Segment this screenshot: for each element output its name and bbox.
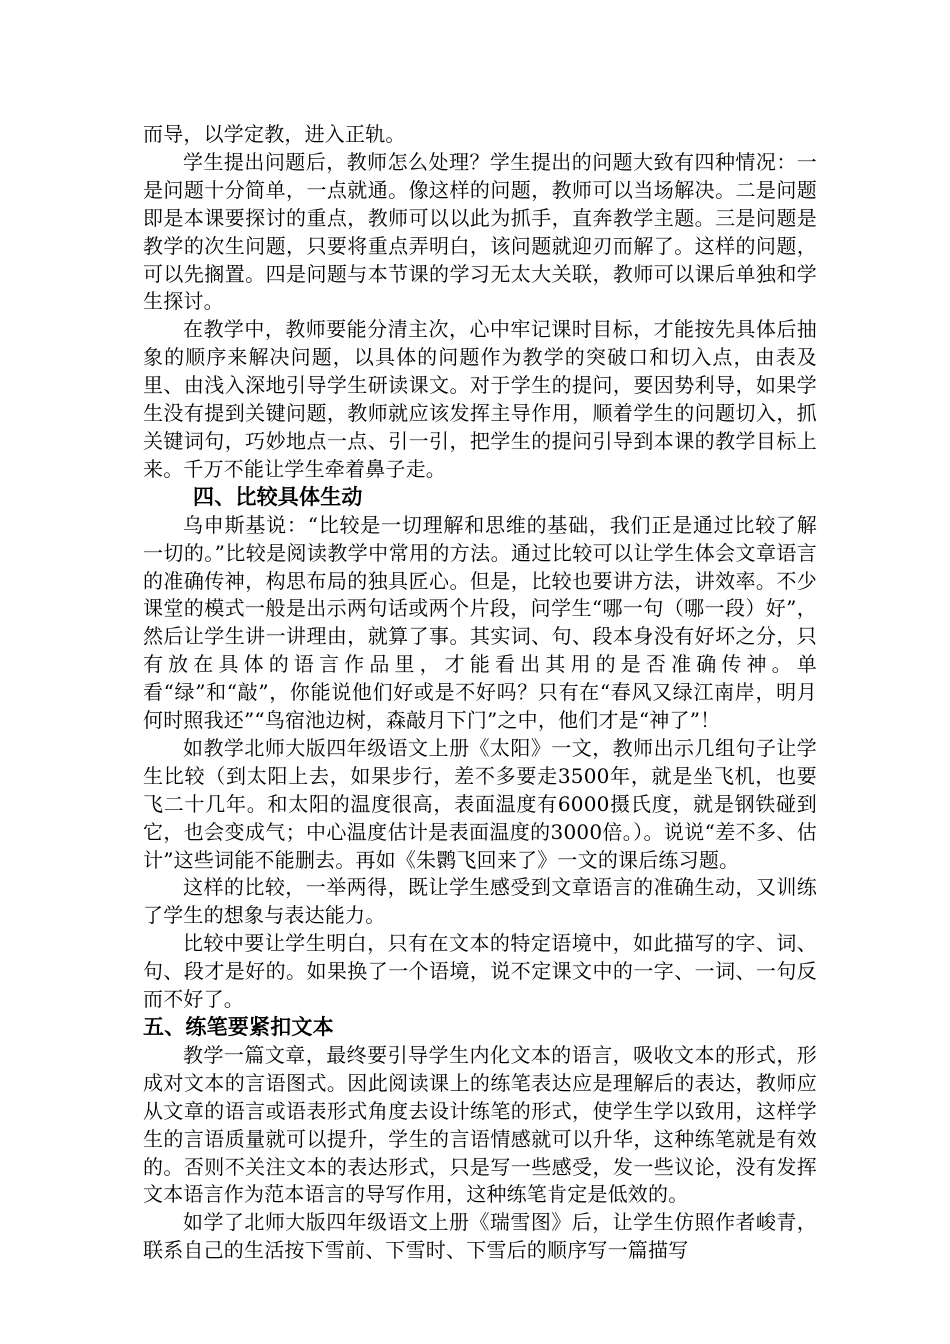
paragraph-sun-example: 如教学北师大版四年级语文上册《太阳》一文，教师出示几组句子让学生比较（到太阳上去，如果步行，差不多要走3500年，就是坐飞机，也要飞二十几年。和太阳的温度很高，表面温度有6000摄氏度，就是钢铁碰到它，也会变成气；中心温度估计是表面温度的3000倍。）。说说“差不多、估计”这些词能不能删去。再如《朱鹮飞回来了》一文的课后练习题。 xyxy=(143,735,817,872)
document-page xyxy=(143,121,817,1265)
paragraph-handling-questions: 学生提出问题后，教师怎么处理？学生提出的问题大致有四种情况：一是问题十分简单，一点就通。像这样的问题，教师可以当场解决。二是问题即是本课要探讨的重点，教师可以以此为抓手，直奔教学主题。三是问题是教学的次生问题，只要将重点弄明白，该问题就迎刃而解了。这样的问题，可以先搁置。四是问题与本节课的学习无太大关联，教师可以课后单独和学生探讨。 xyxy=(143,149,817,314)
paragraph-snow-example: 如学了北师大版四年级语文上册《瑞雪图》后，让学生仿照作者峻青，联系自己的生活按下雪前、下雪时、下雪后的顺序写一篇描写 xyxy=(143,1210,817,1263)
paragraph-context: 比较中要让学生明白，只有在文本的特定语境中，如此描写的字、词、句、段才是好的。如果换了一个语境，说不定课文中的一字、一词、一句反而不好了。 xyxy=(143,931,817,1012)
paragraph-priorities: 在教学中，教师要能分清主次，心中牢记课时目标，才能按先具体后抽象的顺序来解决问题，以具体的问题作为教学的突破口和切入点，由表及里、由浅入深地引导学生研读课文。对于学生的提问，要因势利导，如果学生没有提到关键问题，教师就应该发挥主导作用，顺着学生的问题切入，抓关键词句，巧妙地点一点、引一引，把学生的提问引导到本课的教学目标上来。千万不能让学生牵着鼻子走。 xyxy=(143,317,817,481)
paragraph-two-benefits: 这样的比较，一举两得，既让学生感受到文章语言的准确生动，又训练了学生的想象与表达能力。 xyxy=(143,875,817,928)
paragraph-continuation: 而导，以学定教，进入正轨。 xyxy=(143,122,406,146)
paragraph-comparison-quote: 乌申斯基说：“比较是一切理解和思维的基础，我们正是通过比较了解一切的。”比较是阅读教学中常用的方法。通过比较可以让学生体会文章语言的准确传神，构思布局的独具匠心。但是，比较也要讲方法，讲效率。不少课堂的模式一般是出示两句话或两个片段，问学生“哪一句（哪一段）好”，然后让学生讲一讲理由，就算了事。其实词、句、段本身没有好坏之分，只有放在具体的语言作品里，才能看出其用的是否准确传神。单看“绿”和“敲”，你能说他们好或是不好吗？只有在“春风又绿江南岸，明月何时照我还”“鸟宿池边树，森敲月下门”之中，他们才是“神了”！ xyxy=(143,512,817,733)
section-heading-5: 五、练笔要紧扣文本 xyxy=(143,1015,334,1039)
section-heading-4: 四、比较具体生动 xyxy=(193,484,363,509)
paragraph-writing-practice: 教学一篇文章，最终要引导学生内化文本的语言，吸收文本的形式，形成对文本的言语图式。因此阅读课上的练笔表达应是理解后的表达，教师应从文章的语言或语表形式角度去设计练笔的形式，使学生学以致用，这样学生的言语质量就可以提升，学生的言语情感就可以升华，这种练笔就是有效的。否则不关注文本的表达形式，只是写一些感受，发一些议论，没有发挥文本语言作为范本语言的导写作用，这种练笔肯定是低效的。 xyxy=(143,1042,817,1207)
